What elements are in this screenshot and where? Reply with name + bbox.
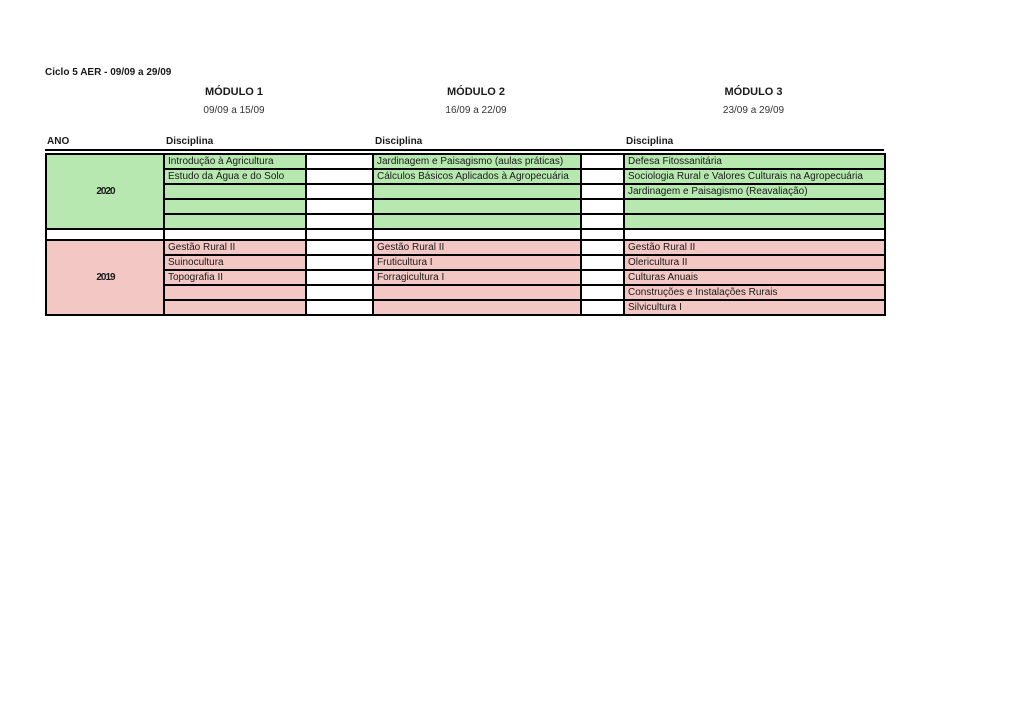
spacer-cell — [306, 270, 373, 285]
spacer-cell — [306, 199, 373, 214]
spacer-cell — [581, 285, 624, 300]
discipline-cell: Jardinagem e Paisagismo (aulas práticas) — [373, 154, 581, 169]
spacer-cell — [306, 300, 373, 315]
module-1-header — [163, 86, 305, 116]
table-row — [46, 255, 885, 270]
spacer-cell — [581, 270, 624, 285]
discipline-cell — [373, 300, 581, 315]
discipline-cell — [164, 184, 306, 199]
discipline-cell: Construções e Instalações Rurais — [624, 285, 885, 300]
discipline-cell: Gestão Rural II — [624, 240, 885, 255]
spacer-cell — [306, 229, 373, 240]
separator-row — [46, 229, 885, 240]
table-row — [46, 199, 885, 214]
spacer-cell — [581, 214, 624, 229]
spacer-cell — [46, 229, 164, 240]
table-row — [46, 240, 885, 255]
module-1-name: MÓDULO 1 — [204, 86, 264, 98]
column-header-row — [45, 137, 884, 151]
discipline-cell — [164, 214, 306, 229]
module-3-header — [623, 86, 884, 116]
document-title: Ciclo 5 AER - 09/09 a 29/09 — [45, 67, 172, 78]
discipline-cell: Olericultura II — [624, 255, 885, 270]
discipline-cell: Gestão Rural II — [164, 240, 306, 255]
spacer-cell — [581, 199, 624, 214]
module-3-name: MÓDULO 3 — [724, 86, 783, 98]
spacer-cell — [306, 184, 373, 199]
discipline-cell: Introdução à Agricultura — [164, 154, 306, 169]
discipline-cell — [164, 300, 306, 315]
table-row — [46, 285, 885, 300]
module-1-dates: 09/09 a 15/09 — [203, 105, 265, 116]
disciplina-column-header-2: Disciplina — [375, 136, 423, 147]
spacer-cell — [306, 214, 373, 229]
discipline-cell — [624, 199, 885, 214]
spacer-cell — [581, 184, 624, 199]
table-row — [46, 300, 885, 315]
spacer-cell — [164, 229, 306, 240]
discipline-cell — [373, 285, 581, 300]
spacer-cell — [624, 229, 885, 240]
disciplina-column-header-1: Disciplina — [166, 136, 214, 147]
discipline-cell: Culturas Anuais — [624, 270, 885, 285]
module-2-header — [372, 86, 580, 116]
discipline-cell: Forragicultura I — [373, 270, 581, 285]
ano-column-header: ANO — [47, 136, 70, 147]
table-row — [46, 169, 885, 184]
discipline-cell: Silvicultura I — [624, 300, 885, 315]
discipline-cell — [373, 184, 581, 199]
spacer-cell — [306, 240, 373, 255]
table-row — [46, 184, 885, 199]
module-3-dates: 23/09 a 29/09 — [722, 105, 785, 116]
table-row — [46, 214, 885, 229]
spacer-cell — [306, 285, 373, 300]
table-row — [46, 270, 885, 285]
discipline-cell: Topografia II — [164, 270, 306, 285]
spacer-cell — [581, 255, 624, 270]
spacer-cell — [581, 169, 624, 184]
spacer-cell — [581, 229, 624, 240]
module-2-name: MÓDULO 2 — [446, 86, 506, 98]
spacer-cell — [581, 154, 624, 169]
spacer-cell — [373, 229, 581, 240]
discipline-cell: Defesa Fitossanitária — [624, 154, 885, 169]
year-cell-2020: 2020 — [46, 154, 164, 229]
spacer-cell — [306, 169, 373, 184]
schedule-table — [45, 153, 886, 316]
discipline-cell — [373, 214, 581, 229]
discipline-cell: Fruticultura I — [373, 255, 581, 270]
discipline-cell: Suinocultura — [164, 255, 306, 270]
spacer-cell — [306, 154, 373, 169]
discipline-cell — [164, 199, 306, 214]
discipline-cell: Estudo da Água e do Solo — [164, 169, 306, 184]
discipline-cell: Gestão Rural II — [373, 240, 581, 255]
spacer-cell — [581, 240, 624, 255]
discipline-cell — [164, 285, 306, 300]
discipline-cell — [373, 199, 581, 214]
year-cell-2019: 2019 — [46, 240, 164, 315]
spacer-cell — [581, 300, 624, 315]
spacer-cell — [306, 255, 373, 270]
module-2-dates: 16/09 a 22/09 — [445, 105, 507, 116]
discipline-cell — [624, 214, 885, 229]
table-row — [46, 154, 885, 169]
disciplina-column-header-3: Disciplina — [626, 136, 674, 147]
discipline-cell: Sociologia Rural e Valores Culturais na Agropecuária — [624, 169, 885, 184]
discipline-cell: Cálculos Básicos Aplicados à Agropecuária — [373, 169, 581, 184]
discipline-cell: Jardinagem e Paisagismo (Reavaliação) — [624, 184, 885, 199]
